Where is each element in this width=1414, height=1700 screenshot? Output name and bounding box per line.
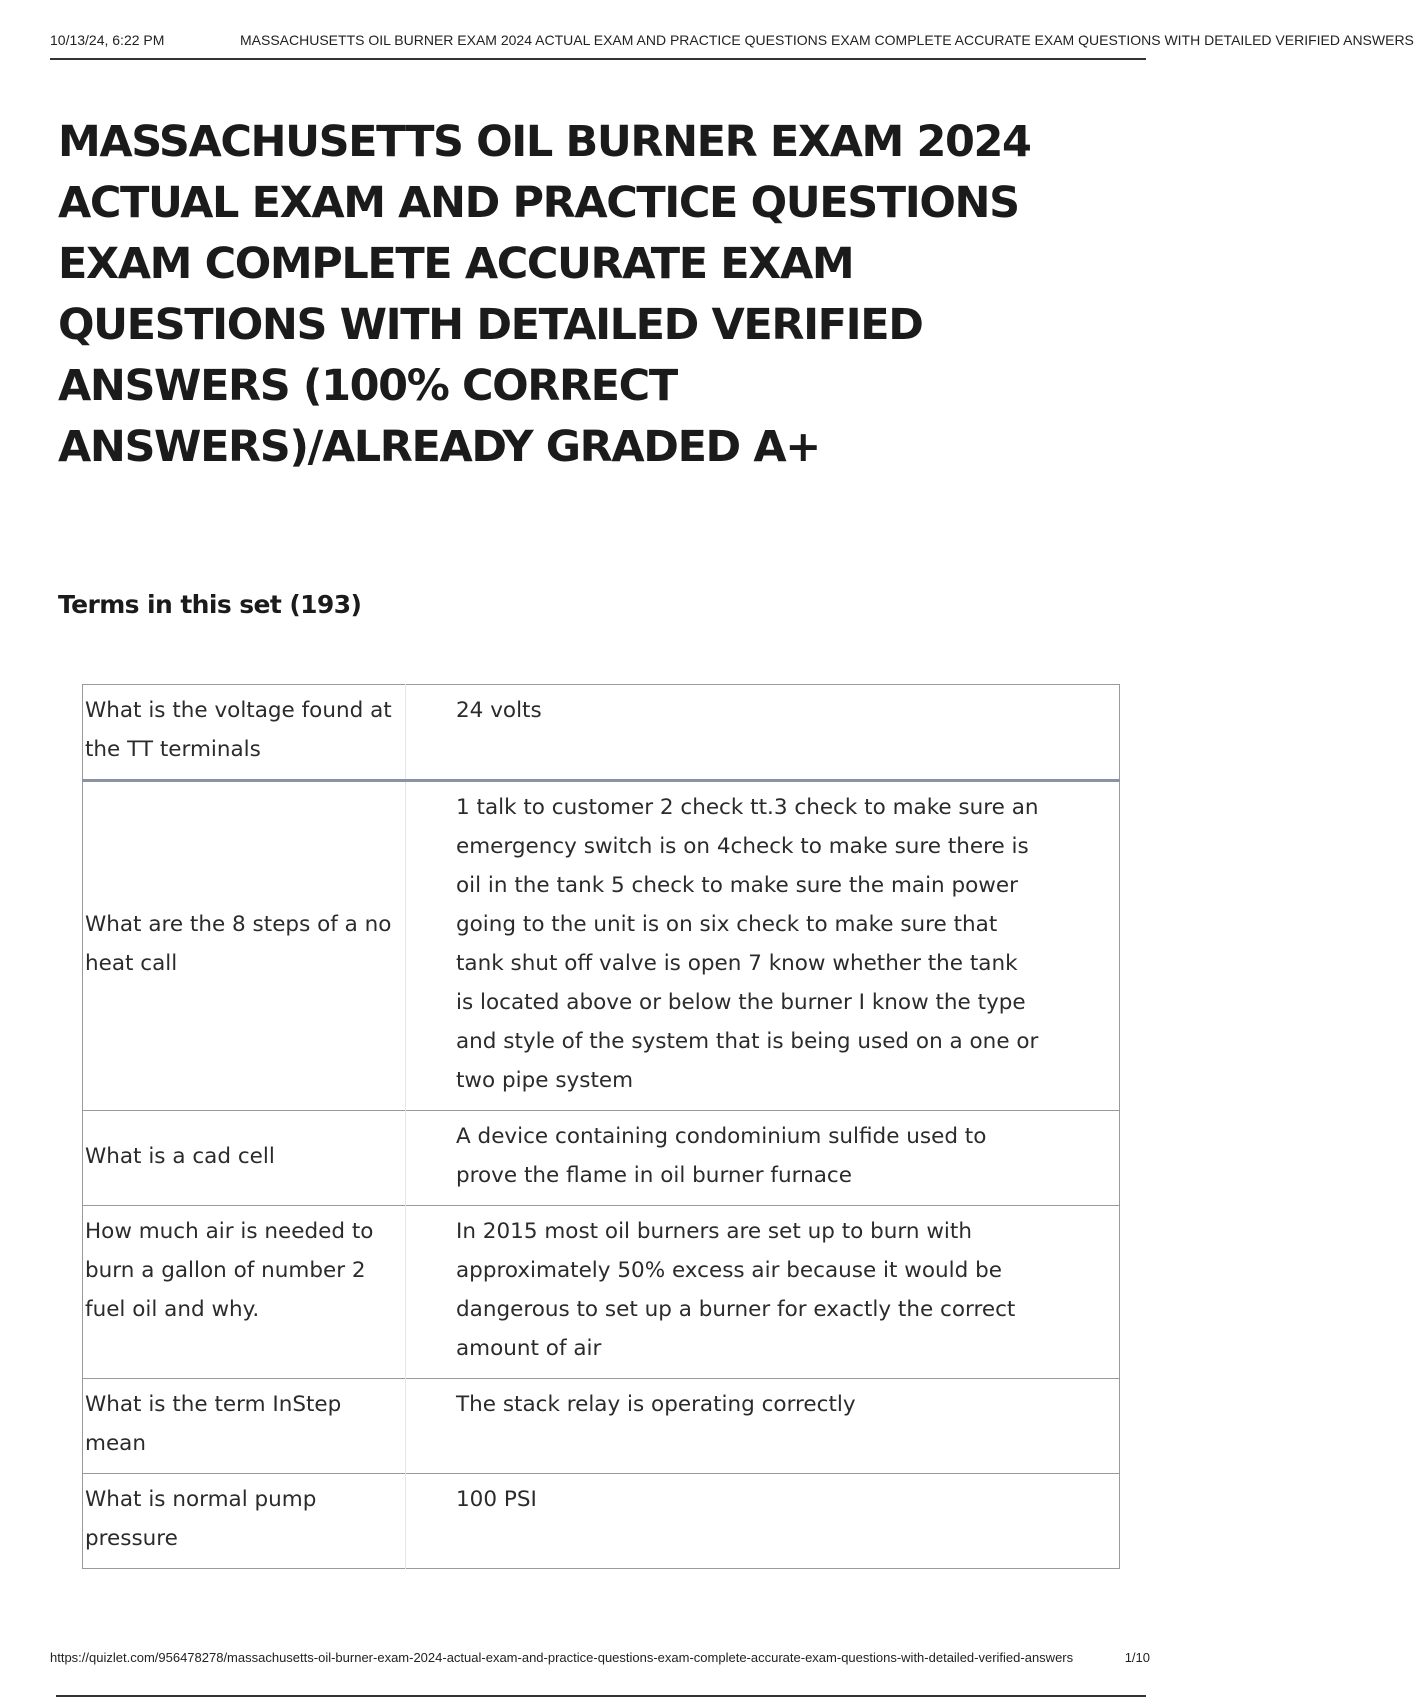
term-answer: The stack relay is operating correctly [406, 1379, 1120, 1474]
term-row [83, 1379, 1120, 1474]
source-url: https://quizlet.com/956478278/massachusetts-oil-burner-exam-2024-actual-exam-and-practice-questions-exam-complete-accurate-exam-questions-with-detailed-verified-answers [50, 1650, 1074, 1665]
terms-table [82, 684, 1120, 1569]
page-number: 1/10 [1124, 1650, 1150, 1665]
term-question: How much air is needed to burn a gallon of number 2 fuel oil and why. [83, 1206, 406, 1379]
term-answer: 24 volts [456, 698, 542, 723]
term-question: What is the voltage found at the TT terminals [83, 685, 406, 781]
footer-divider [56, 1695, 1146, 1697]
term-row [83, 1111, 1120, 1206]
term-answer: A device containing condominium sulfide used to prove the flame in oil burner furnace [406, 1111, 1120, 1206]
term-row [83, 1206, 1120, 1379]
term-row [83, 685, 1120, 781]
print-header [50, 30, 1414, 60]
term-answer: 1 talk to customer 2 check tt.3 check to make sure an emergency switch is on 4check to make sure there is oil in the tank 5 check to make sure the main power going to the unit is on six check to make sure that tank shut off valve is open 7 know whether the tank is located above or below the burner I know the type and style of the system that is being used on a one or two pipe system [406, 781, 1120, 1111]
document-title: MASSACHUSETTS OIL BURNER EXAM 2024 ACTUAL EXAM AND PRACTICE QUESTIONS EXAM COMPLETE ACCURATE EXAM QUESTIONS WITH DETAILED VERIFIED ANSWERS (100% CORRECT ANSWERS)/ALREADY GRADED A+ [58, 117, 1031, 472]
term-row [83, 1474, 1120, 1569]
term-question: What is a cad cell [83, 1111, 406, 1206]
print-datetime: 10/13/24, 6:22 PM [50, 32, 165, 48]
term-answer: 100 PSI [406, 1474, 1120, 1569]
term-question: What are the 8 steps of a no heat call [83, 781, 406, 1111]
terms-count-heading: Terms in this set (193) [58, 590, 362, 619]
term-question: What is normal pump pressure [83, 1474, 406, 1569]
term-question: What is the term InStep mean [83, 1379, 406, 1474]
print-header-title: MASSACHUSETTS OIL BURNER EXAM 2024 ACTUAL EXAM AND PRACTICE QUESTIONS EXAM COMPLETE ACCURATE EXAM QUESTIONS WITH DETAILED VERIFIED ANSWERS [240, 32, 1414, 48]
term-row [83, 781, 1120, 1111]
print-footer [50, 1650, 1150, 1700]
term-answer: In 2015 most oil burners are set up to burn with approximately 50% excess air because it would be dangerous to set up a burner for exactly the correct amount of air [406, 1206, 1120, 1379]
